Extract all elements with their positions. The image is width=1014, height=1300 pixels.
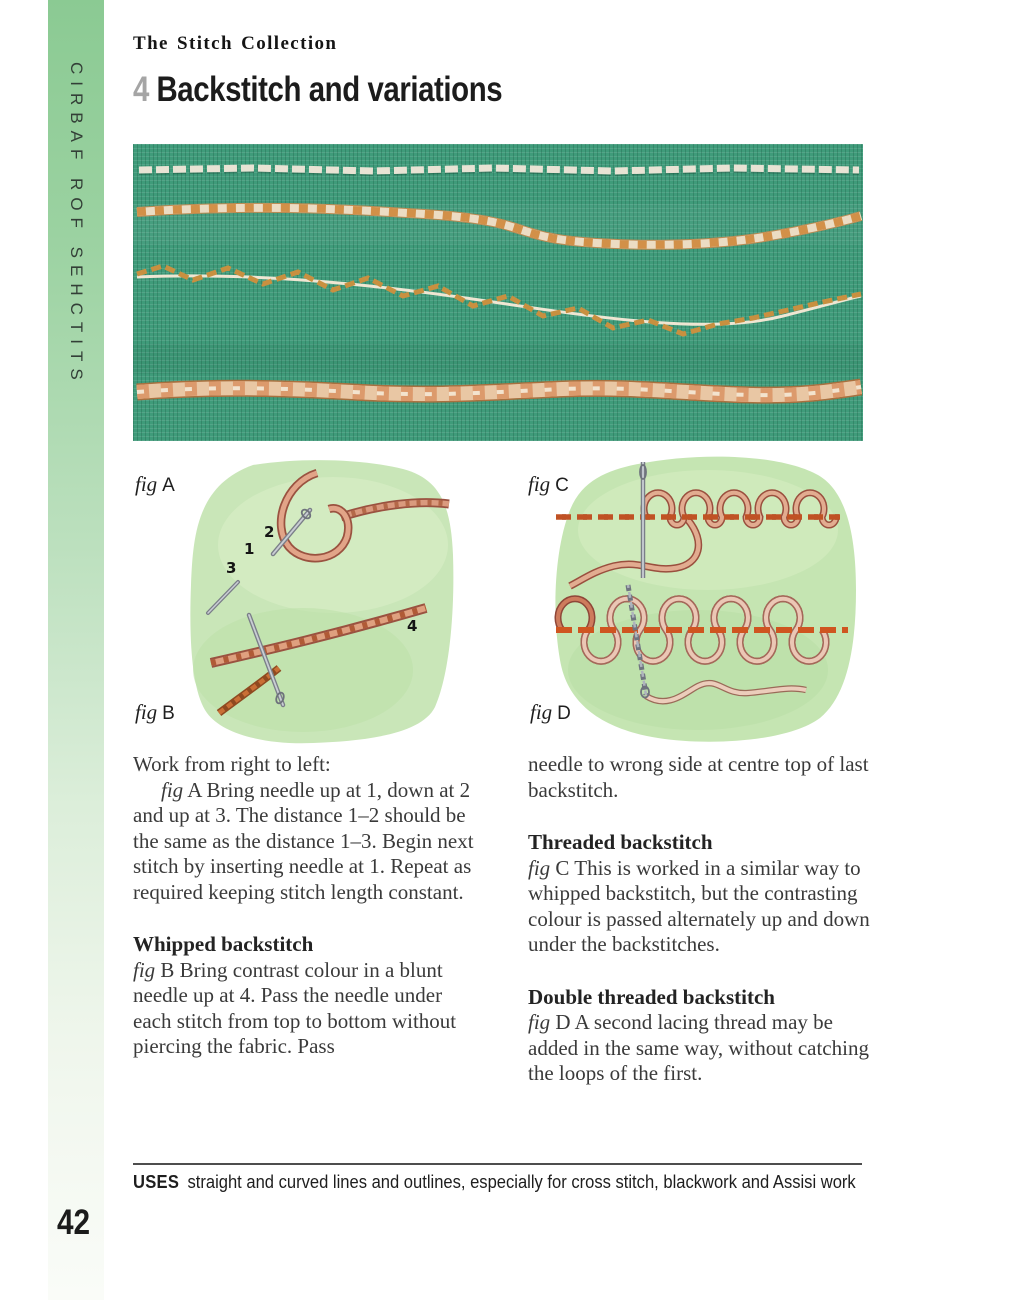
fig-d-label: fig D	[530, 700, 571, 724]
uses-line	[133, 1172, 856, 1193]
uses-label: USES	[133, 1172, 180, 1192]
uses-text: straight and curved lines and outlines, especially for cross stitch, blackwork and Assisi work	[187, 1172, 856, 1192]
fig-b-label: fig B	[135, 700, 175, 724]
fig-a-label: fig A	[135, 472, 175, 496]
subheading: Double threaded backstitch	[528, 984, 775, 1009]
sidebar-vertical-label: CIRBAF ROF SEHCTITS	[67, 62, 86, 387]
fig-c-label: fig C	[528, 472, 569, 496]
body-paragraph: fig D A second lacing thread may be added in the same way, without catching the loops of the first.	[528, 1010, 869, 1085]
body-paragraph: needle to wrong side at centre top of last backstitch.	[528, 752, 869, 802]
body-paragraph: Work from right to left:	[133, 752, 331, 776]
column-left	[133, 752, 481, 1060]
backstitch-diagram-ab	[183, 455, 461, 747]
backstitch-diagram-cd	[548, 450, 860, 748]
page-number: 42	[57, 1203, 91, 1242]
series-title: The Stitch Collection	[133, 33, 338, 54]
spine-bar	[48, 0, 104, 1300]
page-title-row	[133, 70, 573, 110]
footer-rule	[133, 1163, 862, 1165]
marker-1: 1	[244, 540, 255, 558]
body-paragraph: fig B Bring contrast colour in a blunt needle up at 4. Pass the needle under each stitch from top to bottom without piercing the fabric. Pass	[133, 957, 457, 1058]
chapter-number: 4	[133, 70, 149, 109]
body-paragraph: fig C This is worked in a similar way to whipped backstitch, but the contrasting colour is passed alternately up and down under the backstitches.	[528, 855, 870, 956]
marker-4: 4	[407, 617, 418, 635]
marker-3: 3	[226, 559, 237, 577]
body-paragraph: fig A Bring needle up at 1, down at 2 and up at 3. The distance 1–2 should be the same as the distance 1–3. Begin next stitch by inserting needle at 1. Repeat as required keeping stitch length constant.	[133, 777, 474, 904]
column-right	[528, 752, 880, 1087]
subheading: Threaded backstitch	[528, 830, 713, 854]
fabric-sample-photo	[133, 144, 863, 441]
marker-2: 2	[264, 523, 275, 541]
subheading: Whipped backstitch	[133, 932, 314, 956]
page-title: Backstitch and variations	[156, 70, 503, 109]
